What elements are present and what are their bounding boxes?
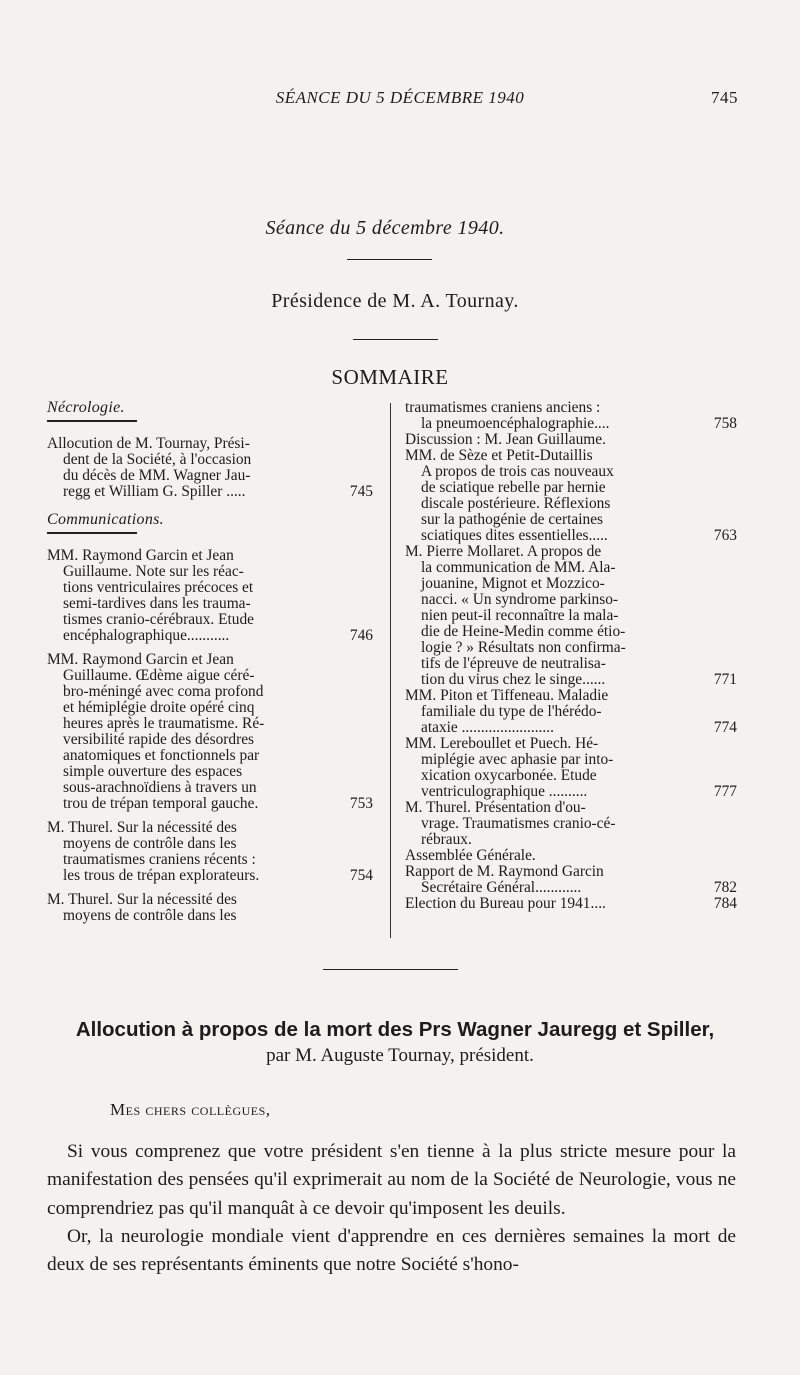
- section-divider-rule: [323, 969, 458, 970]
- entry-line: M. Thurel. Présentation d'ou-: [405, 799, 586, 816]
- entry-line: familiale du type de l'hérédo-: [421, 703, 602, 720]
- entry-line: tion du virus chez le singe......: [421, 671, 606, 688]
- entry-line: MM. Piton et Tiffeneau. Maladie: [405, 687, 609, 704]
- necrologie-entries: [47, 436, 373, 500]
- sommaire-entry: [405, 848, 737, 864]
- sommaire-entry: [405, 864, 737, 896]
- sommaire-right-column: [405, 400, 737, 912]
- entry-line: sous-arachnoïdiens à travers un: [63, 779, 257, 796]
- entry-page-number: 758: [713, 415, 737, 432]
- entry-line: tifs de l'épreuve de neutralisa-: [421, 655, 606, 672]
- entry-page-number: 782: [713, 879, 737, 896]
- entry-line: ventriculographique ..........: [421, 783, 588, 800]
- entry-line: vrage. Traumatismes cranio-cé-: [421, 815, 616, 832]
- section-heading-communications: Communications.: [47, 511, 164, 528]
- entry-line: A propos de trois cas nouveaux: [421, 463, 614, 480]
- entry-line: Guillaume. Œdème aigue céré-: [63, 667, 255, 684]
- session-title: Séance du 5 décembre 1940.: [265, 217, 505, 239]
- entry-line: Rapport de M. Raymond Garcin: [405, 863, 604, 880]
- sommaire-entry: [405, 896, 737, 912]
- entry-line: de sciatique rebelle par hernie: [421, 479, 606, 496]
- entry-line: dent de la Société, à l'occasion: [63, 451, 252, 468]
- sommaire-entry: [405, 544, 737, 688]
- running-head: [0, 88, 800, 112]
- entry-line: M. Pierre Mollaret. A propos de: [405, 543, 602, 560]
- entry-line: MM. Raymond Garcin et Jean: [47, 547, 234, 564]
- page-number: 745: [711, 88, 738, 107]
- entry-line: Election du Bureau pour 1941....: [405, 895, 606, 912]
- sommaire-entry: [405, 448, 737, 544]
- entry-line: MM. de Sèze et Petit-Dutaillis: [405, 447, 593, 464]
- entry-page-number: 784: [713, 895, 737, 912]
- entry-line: MM. Lereboullet et Puech. Hé-: [405, 735, 599, 752]
- entry-line: traumatismes craniens récents :: [63, 851, 256, 868]
- entry-line: anatomiques et fonctionnels par: [63, 747, 260, 764]
- entry-line: sciatiques dites essentielles.....: [421, 527, 608, 544]
- communications-entries: [47, 548, 373, 932]
- entry-line: tions ventriculaires précoces et: [63, 579, 254, 596]
- entry-line: ataxie ........................: [421, 719, 554, 736]
- entry-line: M. Thurel. Sur la nécessité des: [47, 891, 237, 908]
- sommaire-entry: [405, 432, 737, 448]
- entry-line: die de Heine-Medin comme étio-: [421, 623, 626, 640]
- entry-line: xication oxycarbonée. Etude: [421, 767, 597, 784]
- entry-line: nien peut-il reconnaître la mala-: [421, 607, 619, 624]
- allocution-title: Allocution à propos de la mort des Prs Wagner Jauregg et Spiller,: [75, 1018, 715, 1041]
- entry-line: sur la pathogénie de certaines: [421, 511, 604, 528]
- entry-line: la communication de MM. Ala-: [421, 559, 616, 576]
- sommaire-entry: [47, 652, 373, 812]
- section-underline: [47, 532, 137, 534]
- entry-page-number: 763: [713, 527, 737, 544]
- divider-rule: [353, 339, 438, 340]
- entry-line: encéphalographique...........: [63, 627, 230, 644]
- body-paragraph: Si vous comprenez que votre président s'en tienne à la plus stricte mesure pour la manifestation des pensées qu'il exprimerait au nom de la Société de Neurologie, vous ne comprendriez pas qu'il manquât à ce devoir qu'imposent les deuils.: [47, 1141, 736, 1219]
- allocution-byline: par M. Auguste Tournay, président.: [266, 1045, 534, 1066]
- sommaire-entry: [405, 688, 737, 736]
- entry-page-number: 774: [713, 719, 737, 736]
- sommaire-entry: [405, 800, 737, 848]
- entry-line: miplégie avec aphasie par into-: [421, 751, 614, 768]
- column-divider: [390, 403, 391, 938]
- sommaire-left-column: [47, 400, 373, 932]
- entry-page-number: 746: [349, 627, 373, 644]
- right-entries: [405, 400, 737, 912]
- entry-line: la pneumoencéphalographie....: [421, 415, 610, 432]
- entry-line: tismes cranio-cérébraux. Etude: [63, 611, 255, 628]
- entry-line: Guillaume. Note sur les réac-: [63, 563, 244, 580]
- sommaire-entry: [47, 820, 373, 884]
- salutation: Mes chers collègues,: [110, 1100, 271, 1119]
- entry-line: moyens de contrôle dans les: [63, 907, 237, 924]
- entry-page-number: 745: [349, 483, 373, 500]
- entry-line: logie ? » Résultats non confirma-: [421, 639, 626, 656]
- sommaire-entry: [47, 548, 373, 644]
- entry-line: trou de trépan temporal gauche.: [63, 795, 259, 812]
- sommaire-entry: [47, 436, 373, 500]
- running-head-title: SÉANCE DU 5 DÉCEMBRE 1940: [275, 88, 525, 107]
- sommaire-entry: [405, 400, 737, 432]
- entry-line: jouanine, Mignot et Mozzico-: [421, 575, 605, 592]
- entry-line: les trous de trépan explorateurs.: [63, 867, 260, 884]
- sommaire-heading: SOMMAIRE: [331, 365, 449, 389]
- sommaire-entry: [47, 892, 373, 924]
- entry-line: nacci. « Un syndrome parkinso-: [421, 591, 619, 608]
- entry-page-number: 753: [349, 795, 373, 812]
- entry-line: simple ouverture des espaces: [63, 763, 243, 780]
- entry-line: Allocution de M. Tournay, Prési-: [47, 435, 250, 452]
- entry-line: M. Thurel. Sur la nécessité des: [47, 819, 237, 836]
- entry-line: moyens de contrôle dans les: [63, 835, 237, 852]
- presidence-line: Présidence de M. A. Tournay.: [271, 290, 519, 312]
- entry-line: regg et William G. Spiller .....: [63, 483, 246, 500]
- section-heading-necrologie: Nécrologie.: [47, 399, 125, 416]
- allocution-body: [47, 1138, 736, 1279]
- entry-line: Discussion : M. Jean Guillaume.: [405, 431, 606, 448]
- entry-line: heures après le traumatisme. Ré-: [63, 715, 265, 732]
- entry-line: et hémiplégie droite opéré cinq: [63, 699, 255, 716]
- entry-line: du décès de MM. Wagner Jau-: [63, 467, 251, 484]
- entry-line: traumatismes craniens anciens :: [405, 399, 601, 416]
- body-paragraph: Or, la neurologie mondiale vient d'apprendre en ces dernières semaines la mort de deux de ses représentants éminents que notre Société s'hono-: [47, 1225, 736, 1276]
- divider-rule: [347, 259, 432, 260]
- entry-line: bro-méningé avec coma profond: [63, 683, 264, 700]
- sommaire-entry: [405, 736, 737, 800]
- entry-line: semi-tardives dans les trauma-: [63, 595, 251, 612]
- entry-page-number: 754: [349, 867, 373, 884]
- entry-line: Secrétaire Général............: [421, 879, 582, 896]
- entry-line: rébraux.: [421, 831, 472, 848]
- entry-page-number: 771: [713, 671, 737, 688]
- section-underline: [47, 420, 137, 422]
- entry-line: discale postérieure. Réflexions: [421, 495, 611, 512]
- entry-page-number: 777: [713, 783, 737, 800]
- entry-line: MM. Raymond Garcin et Jean: [47, 651, 234, 668]
- entry-line: Assemblée Générale.: [405, 847, 536, 864]
- entry-line: versibilité rapide des désordres: [63, 731, 255, 748]
